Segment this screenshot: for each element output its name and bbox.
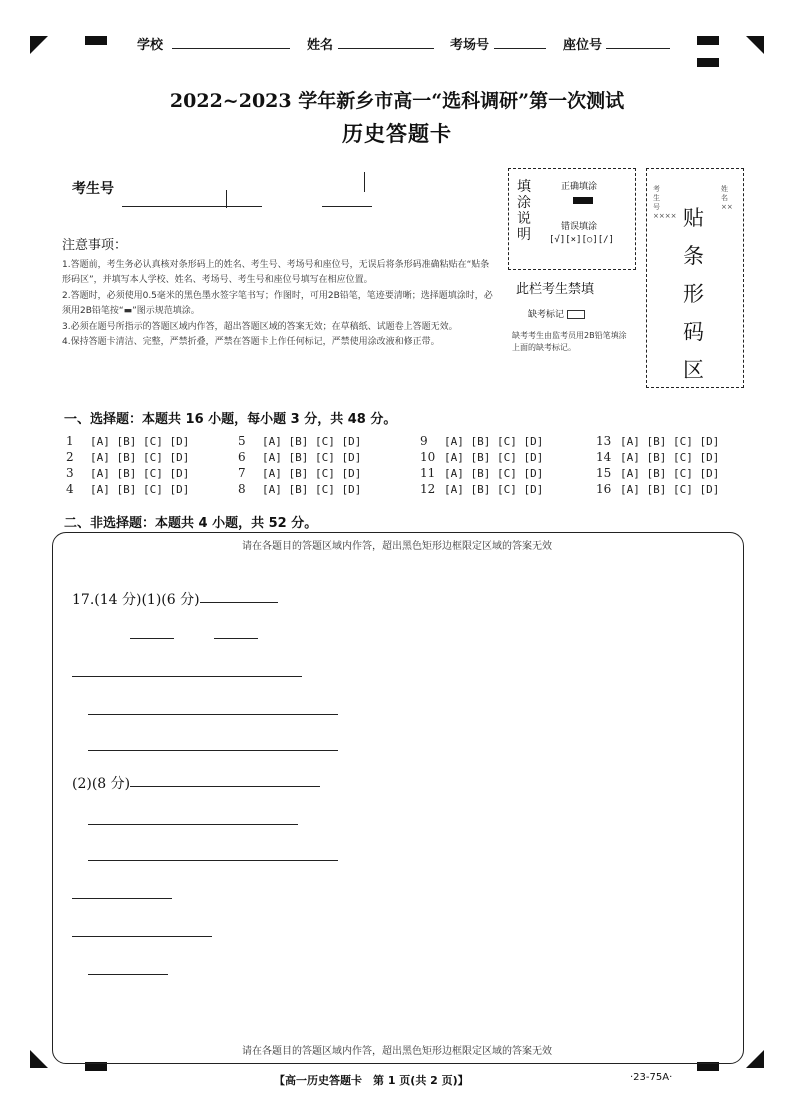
mc-question-number: 15 — [596, 466, 612, 480]
mc-options[interactable]: [A] [B] [C] [D] — [262, 435, 362, 448]
corner-mark-top-left — [30, 36, 48, 54]
absent-box — [508, 278, 634, 388]
answer-line[interactable] — [130, 786, 320, 787]
answer-line[interactable] — [72, 898, 172, 899]
mc-question[interactable] — [420, 434, 543, 448]
answer-area-note-top: 请在各题目的答题区域内作答，超出黑色矩形边框限定区域的答案无效 — [242, 541, 552, 552]
mc-question-number: 1 — [66, 434, 74, 448]
wrong-fill-sample: [√][×][○][/] — [549, 235, 615, 245]
mc-question-number: 10 — [420, 450, 436, 464]
page-footer: 【高一历史答题卡 第 1 页(共 2 页)】 — [274, 1074, 469, 1087]
answer-line[interactable] — [200, 602, 278, 603]
mc-options[interactable]: [A] [B] [C] [D] — [444, 451, 544, 464]
exam-no-field[interactable] — [122, 206, 262, 207]
mc-options[interactable]: [A] [B] [C] [D] — [620, 483, 720, 496]
notes-heading: 注意事项： — [62, 238, 128, 253]
mc-question[interactable] — [596, 482, 719, 496]
school-field[interactable] — [172, 48, 290, 49]
answer-line[interactable] — [72, 676, 302, 677]
fill-instructions-label: 填涂说明 — [517, 179, 531, 243]
mc-options[interactable]: [A] [B] [C] [D] — [620, 451, 720, 464]
notes-item: 4.保持答题卡清洁、完整，严禁折叠，严禁在答题卡上作任何标记，严禁使用涂改液和修正带。 — [62, 337, 440, 347]
wrong-fill-label: 错误填涂 — [561, 222, 598, 232]
mc-options[interactable]: [A] [B] [C] [D] — [262, 483, 362, 496]
exam-no-divider — [226, 190, 227, 208]
barcode-left-note: 考生号×××× — [653, 185, 677, 220]
mc-question-number: 5 — [238, 434, 246, 448]
mc-question-number: 2 — [66, 450, 74, 464]
absent-mark[interactable] — [567, 310, 585, 319]
mc-options[interactable]: [A] [B] [C] [D] — [444, 467, 544, 480]
mc-options[interactable]: [A] [B] [C] [D] — [90, 435, 190, 448]
mc-options[interactable]: [A] [B] [C] [D] — [90, 483, 190, 496]
page-title: 2022~2023 学年新乡市高一“选科调研”第一次测试 — [169, 90, 625, 112]
correct-fill-label: 正确填涂 — [561, 182, 598, 192]
correct-fill-sample — [573, 197, 593, 204]
notes-section — [62, 238, 494, 351]
room-field[interactable] — [494, 48, 546, 49]
absent-title: 此栏考生禁填 — [516, 282, 595, 297]
mc-options[interactable]: [A] [B] [C] [D] — [620, 435, 720, 448]
barcode-right-note: 姓名×× — [721, 185, 733, 211]
fill-instructions-box — [508, 168, 636, 270]
mc-question[interactable] — [66, 482, 189, 496]
mc-question-number: 8 — [238, 482, 246, 496]
answer-area — [52, 532, 744, 1064]
page-code: ·23-75A· — [630, 1072, 673, 1083]
mc-question[interactable] — [596, 450, 719, 464]
mc-options[interactable]: [A] [B] [C] [D] — [444, 435, 544, 448]
mc-question-number: 13 — [596, 434, 612, 448]
mc-question-number: 3 — [66, 466, 74, 480]
answer-line[interactable] — [88, 974, 168, 975]
mc-question[interactable] — [420, 450, 543, 464]
mc-options[interactable]: [A] [B] [C] [D] — [620, 467, 720, 480]
answer-line[interactable] — [88, 750, 338, 751]
mc-question-number: 7 — [238, 466, 246, 480]
mc-question[interactable] — [66, 466, 189, 480]
barcode-area — [646, 168, 744, 388]
exam-no-label: 考生号 — [72, 181, 114, 197]
answer-line[interactable] — [88, 714, 338, 715]
name-field[interactable] — [338, 48, 434, 49]
barcode-label: 贴条形码区 — [683, 206, 704, 382]
mc-question-number: 16 — [596, 482, 612, 496]
answer-line[interactable] — [72, 936, 212, 937]
seat-label: 座位号 — [563, 38, 603, 53]
mc-question-number: 11 — [420, 466, 436, 480]
mc-question[interactable] — [238, 482, 361, 496]
mc-options[interactable]: [A] [B] [C] [D] — [90, 451, 190, 464]
absent-note: 缺考考生由监考员用2B铅笔填涂上面的缺考标记。 — [512, 331, 627, 352]
mc-question-number: 9 — [420, 434, 428, 448]
section2-title: 二、非选择题：本题共 4 小题，共 52 分。 — [64, 516, 318, 531]
answer-area-note-bottom: 请在各题目的答题区域内作答，超出黑色矩形边框限定区域的答案无效 — [242, 1046, 552, 1057]
room-label: 考场号 — [450, 38, 490, 53]
school-label: 学校 — [137, 38, 164, 53]
mc-question[interactable] — [238, 450, 361, 464]
mc-question-number: 12 — [420, 482, 436, 496]
mc-question-number: 4 — [66, 482, 74, 496]
mc-question[interactable] — [238, 466, 361, 480]
mc-question-number: 6 — [238, 450, 246, 464]
answer-line[interactable] — [130, 638, 174, 639]
mc-question[interactable] — [66, 450, 189, 464]
answer-line[interactable] — [214, 638, 258, 639]
mc-options[interactable]: [A] [B] [C] [D] — [90, 467, 190, 480]
timing-mark — [697, 58, 719, 67]
exam-no-divider — [364, 172, 365, 192]
seat-field[interactable] — [606, 48, 670, 49]
mc-question-number: 14 — [596, 450, 612, 464]
answer-line[interactable] — [88, 824, 298, 825]
timing-mark — [85, 36, 107, 45]
mc-question[interactable] — [596, 434, 719, 448]
mc-options[interactable]: [A] [B] [C] [D] — [262, 467, 362, 480]
mc-question[interactable] — [596, 466, 719, 480]
notes-item: 2.答题时，必须使用0.5毫米的黑色墨水签字笔书写；作图时，可用2B铅笔，笔迹要清晰；选择题填涂时，必须用2B铅笔按“▬”图示规范填涂。 — [62, 290, 493, 316]
timing-mark — [697, 36, 719, 45]
mc-question[interactable] — [66, 434, 189, 448]
mc-options[interactable]: [A] [B] [C] [D] — [262, 451, 362, 464]
mc-question[interactable] — [420, 482, 543, 496]
absent-mark-label — [528, 307, 634, 320]
mc-options[interactable]: [A] [B] [C] [D] — [444, 483, 544, 496]
name-label: 姓名 — [307, 38, 334, 53]
corner-mark-top-right — [746, 36, 764, 54]
mc-question[interactable] — [420, 466, 543, 480]
notes-item: 1.答题前，考生务必认真核对条形码上的姓名、考生号、考场号和座位号，无误后将条形码准确粘贴在“贴条形码区”，并填写本人学校、姓名、考场号、考生号和座位号填写在相应位置。 — [62, 259, 490, 285]
notes-item: 3.必须在题号所指示的答题区域内作答，超出答题区域的答案无效；在草稿纸、试题卷上答题无效。 — [62, 321, 458, 332]
page-subtitle: 历史答题卡 — [342, 121, 452, 146]
section1-title: 一、选择题：本题共 16 小题，每小题 3 分，共 48 分。 — [64, 412, 397, 427]
question-17-2-label: (2)(8 分) — [72, 776, 131, 792]
mc-question[interactable] — [238, 434, 361, 448]
answer-line[interactable] — [88, 860, 338, 861]
question-17-label: 17.(14 分)(1)(6 分) — [72, 592, 200, 608]
exam-no-field[interactable] — [322, 206, 372, 207]
absent-label: 缺考标记 — [528, 310, 565, 320]
